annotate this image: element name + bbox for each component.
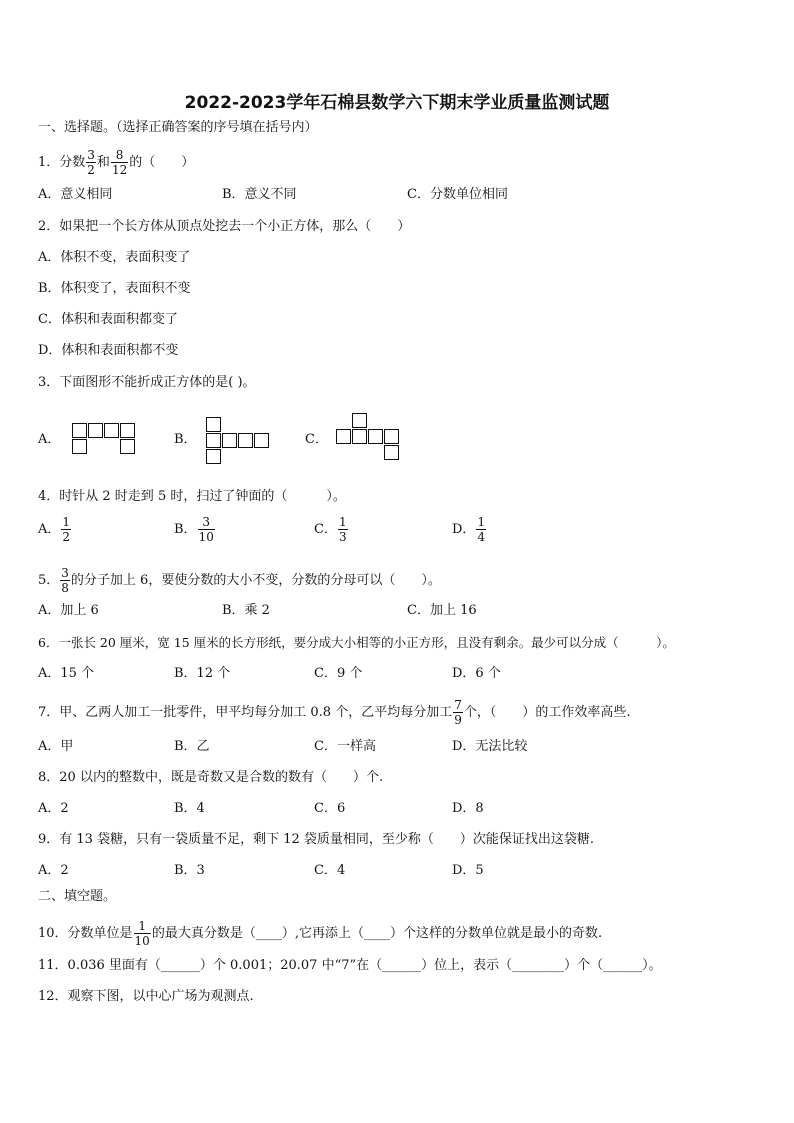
question-8: 8．20 以内的整数中，既是奇数又是合数的数有（ ）个. (38, 770, 384, 785)
option-c[interactable]: C．一样高 (314, 739, 376, 754)
option-b[interactable]: B．12 个 (174, 666, 231, 681)
question-2: 2．如果把一个长方体从顶点处挖去一个小正方体，那么（ ） (38, 219, 411, 234)
option-d[interactable]: D． $\frac{1}{4}$ (452, 515, 486, 544)
option-b[interactable]: B． $\frac{3}{10}$ (174, 515, 214, 544)
option-c[interactable]: C．4 (314, 863, 346, 878)
option-b[interactable]: B．意义不同 (222, 187, 297, 202)
option-b[interactable]: B．乘 2 (222, 603, 270, 618)
option-d[interactable]: D．5 (452, 863, 484, 878)
option-d[interactable]: D．无法比较 (452, 739, 528, 754)
fraction: $\frac{1}{4}$ (477, 515, 486, 544)
option-c[interactable]: C．6 (314, 801, 346, 816)
fraction: $\frac{1}{2}$ (62, 515, 71, 544)
option-b[interactable]: B．3 (174, 863, 205, 878)
fraction: $\frac{8}{12}$ (111, 148, 128, 177)
fraction: $\frac{1}{3}$ (338, 515, 347, 544)
option-c[interactable]: C．体积和表面积都变了 (38, 312, 178, 327)
question-3: 3．下面图形不能折成正方体的是( )。 (38, 375, 256, 390)
fraction: $\frac{3}{2}$ (87, 148, 95, 177)
option-c[interactable]: C．加上 16 (407, 603, 477, 618)
fraction: $\frac{3}{10}$ (198, 515, 214, 544)
option-c[interactable]: C． (305, 432, 328, 447)
option-b[interactable]: B．4 (174, 801, 205, 816)
option-a[interactable]: A．15 个 (38, 666, 95, 681)
section-heading-fill: 二、填空题。 (38, 889, 117, 904)
option-b[interactable]: B． (174, 432, 197, 447)
option-d[interactable]: D．8 (452, 801, 484, 816)
option-c[interactable]: C．9 个 (314, 666, 363, 681)
option-a[interactable]: A．体积不变，表面积变了 (38, 250, 191, 265)
option-a[interactable]: A． $\frac{1}{2}$ (38, 515, 71, 544)
option-a[interactable]: A．2 (38, 863, 69, 878)
section-heading-choice: 一、选择题。（选择正确答案的序号填在括号内） (38, 120, 318, 135)
option-a[interactable]: A．甲 (38, 739, 74, 754)
option-b[interactable]: B．乙 (174, 739, 210, 754)
fraction: $\frac{3}{8}$ (61, 566, 69, 595)
question-1: 1．分数 $\frac{3}{2}$ 和 $\frac{8}{12}$ 的（ ） (38, 148, 195, 177)
option-a[interactable]: A．加上 6 (38, 603, 99, 618)
question-12: 12．观察下图，以中心广场为观测点. (38, 989, 254, 1004)
page-title: 2022-2023学年石棉县数学六下期末学业质量监测试题 (184, 93, 610, 113)
option-a[interactable]: A． (38, 432, 61, 447)
question-10: 10．分数单位是 $\frac{1}{10}$ 的最大真分数是（____）,它再添上（____）个这样的分数单位就是最小的奇数. (38, 919, 603, 948)
option-d[interactable]: D．体积和表面积都不变 (38, 343, 179, 358)
question-9: 9．有 13 袋糖，只有一袋质量不足，剩下 12 袋质量相同，至少称（ ）次能保证找出这袋糖. (38, 832, 595, 847)
option-a[interactable]: A．意义相同 (38, 187, 113, 202)
option-a[interactable]: A．2 (38, 801, 69, 816)
fraction: $\frac{7}{9}$ (454, 698, 462, 727)
option-c[interactable]: C． $\frac{1}{3}$ (314, 515, 347, 544)
option-d[interactable]: D．6 个 (452, 666, 501, 681)
question-11: 11．0.036 里面有（______）个 0.001；20.07 中“7”在（______）位上，表示（________）个（______）。 (38, 958, 662, 973)
question-7: 7．甲、乙两人加工一批零件，甲平均每分加工 0.8 个，乙平均每分加工 $\frac{7}{9}$ 个，（ ）的工作效率高些. (38, 698, 631, 727)
option-c[interactable]: C．分数单位相同 (407, 187, 508, 202)
question-4: 4．时针从 2 时走到 5 时，扫过了钟面的（ ）。 (38, 489, 346, 504)
question-6: 6．一张长 20 厘米，宽 15 厘米的长方形纸，要分成大小相等的小正方形，且没有剩余。最少可以分成（ ）。 (38, 635, 675, 650)
option-b[interactable]: B．体积变了，表面积不变 (38, 281, 191, 296)
fraction: $\frac{1}{10}$ (134, 919, 150, 948)
question-5: 5． $\frac{3}{8}$ 的分子加上 6，要使分数的大小不变，分数的分母可以（ ）。 (38, 566, 441, 595)
